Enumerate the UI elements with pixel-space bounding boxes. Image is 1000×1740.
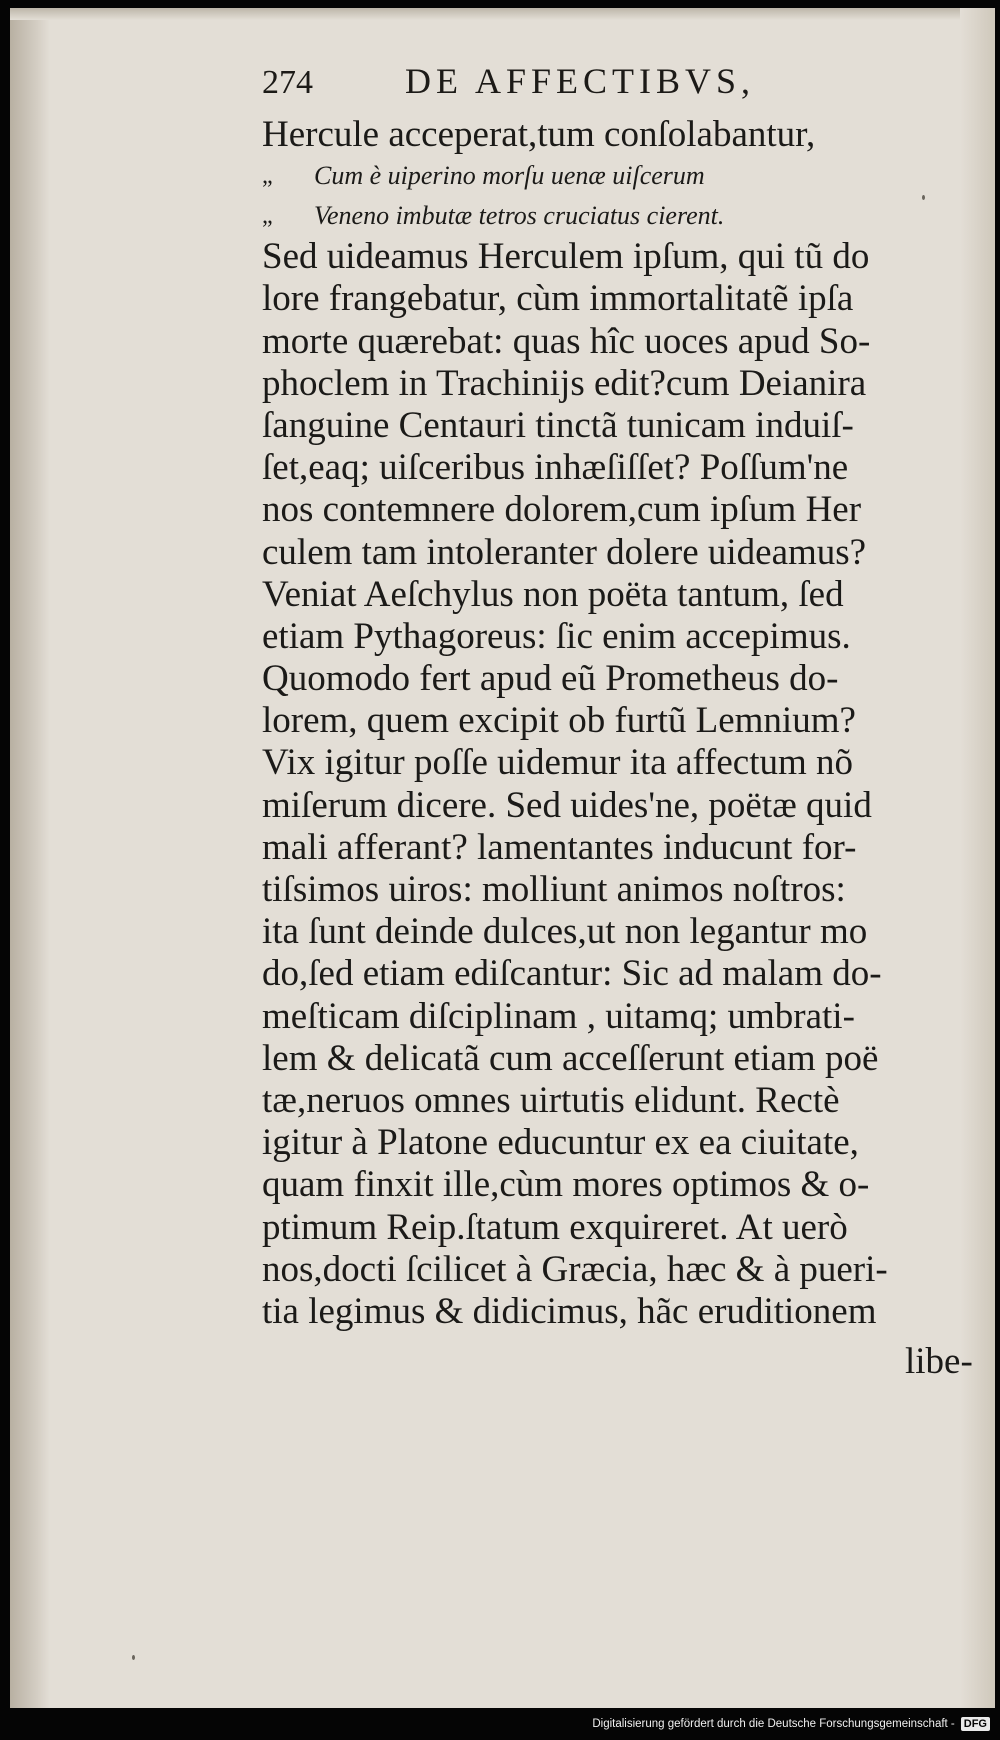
text-line: lore frangebatur, cùm immortalitatẽ ipſa	[262, 278, 854, 320]
verse-text: Veneno imbutæ tetros cruciatus cierent.	[314, 201, 725, 231]
running-head: DE AFFECTIBVS,	[405, 61, 756, 101]
text-line: ſanguine Centauri tinctã tunicam induiſ-	[262, 404, 854, 446]
paper-speck	[132, 1655, 135, 1660]
quote-mark: „	[262, 203, 273, 230]
page-number: 274	[262, 64, 313, 101]
text-line: lem & delicatã cum acceſſerunt etiam poë	[262, 1037, 879, 1079]
page-top-edge	[10, 8, 995, 20]
page-gutter-shadow	[10, 8, 50, 1708]
text-line: culem tam intoleranter dolere uideamus?	[262, 531, 867, 573]
paper-speck	[922, 195, 925, 200]
verse-line	[262, 156, 962, 196]
text-line: quam finxit ille,cùm mores optimos & o-	[262, 1164, 870, 1206]
text-line: Quomodo fert apud eũ Prometheus do-	[262, 658, 839, 700]
text-line: ita ſunt deinde dulces,ut non legantur mo	[262, 911, 868, 953]
text-line: tiſsimos uiros: molliunt animos noſtros:	[262, 869, 846, 910]
quote-mark: „	[262, 163, 273, 190]
verse-line	[262, 196, 962, 236]
text-line: igitur à Platone educuntur ex ea ciuitate,	[262, 1122, 859, 1164]
text-line: miſerum dicere. Sed uides'ne, poëtæ quid	[262, 784, 872, 826]
text-line: tæ,neruos omnes uirtutis elidunt. Rectè	[262, 1079, 840, 1121]
text-line: do,ſed etiam ediſcantur: Sic ad malam do-	[262, 953, 882, 995]
verse-text: Cum è uiperino morſu uenæ uiſcerum	[314, 161, 705, 191]
page-header	[262, 60, 802, 110]
body-text	[262, 114, 962, 1333]
text-line: Sed uideamus Herculem ipſum, qui tũ do	[262, 236, 870, 278]
text-line: ſet,eaq; uiſceribus inhæſiſſet? Poſſum'ne	[262, 447, 849, 489]
page-right-edge	[960, 8, 995, 1708]
dfg-logo: DFG	[961, 1717, 990, 1731]
text-line: meſticam diſciplinam , uitamq; umbrati-	[262, 995, 855, 1037]
digitization-footer	[0, 1708, 1000, 1740]
text-line: morte quærebat: quas hîc uoces apud So-	[262, 320, 871, 362]
catchword: libe-	[905, 1341, 973, 1382]
text-line: Veniat Aeſchylus non poëta tantum, ſed	[262, 573, 844, 615]
text-line: tia legimus & didicimus, hãc eruditionem	[262, 1290, 877, 1332]
text-line: phoclem in Trachinijs edit?cum Deianira	[262, 362, 867, 404]
text-line: mali afferant? lamentantes inducunt for-	[262, 826, 857, 868]
text-line: nos contemnere dolorem,cum ipſum Her	[262, 489, 862, 531]
text-line: ptimum Reip.ſtatum exquireret. At uerò	[262, 1206, 848, 1248]
text-line: Hercule acceperat,tum conſolabantur,	[262, 114, 816, 155]
funding-credit: Digitalisierung gefördert durch die Deutsche Forschungsgemeinschaft -	[592, 1718, 955, 1730]
text-line: etiam Pythagoreus: ſic enim accepimus.	[262, 615, 851, 657]
text-line: Vix igitur poſſe uidemur ita affectum nõ	[262, 742, 854, 784]
text-line: nos,docti ſcilicet à Græcia, hæc & à pueri-	[262, 1248, 888, 1290]
text-line: lorem, quem excipit ob furtũ Lemnium?	[262, 700, 856, 742]
